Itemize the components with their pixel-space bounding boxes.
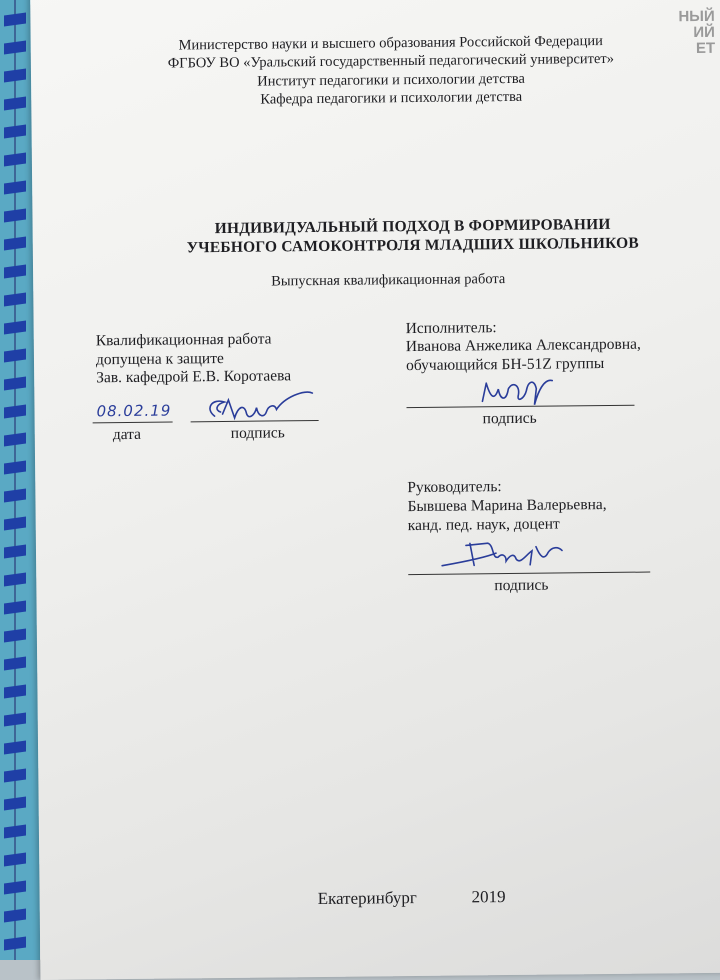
corner-bleed-text (678, 9, 715, 57)
supervisor-signature (436, 534, 566, 575)
binding-ring (4, 684, 26, 698)
corner-bleed-line-1: НЫЙ (678, 7, 715, 26)
corner-bleed-line-3: ЕТ (695, 39, 716, 58)
corner-bleed-line-2: ИЙ (693, 23, 715, 42)
binding-ring (4, 880, 26, 894)
supervisor-signature-label: подпись (494, 576, 549, 595)
supervisor-degree: канд. пед. наук, доцент (407, 515, 560, 535)
binding-ring (4, 320, 26, 334)
binding-ring (4, 348, 26, 362)
binding-ring (4, 516, 26, 530)
executor-signature-label: подпись (482, 409, 537, 428)
binding-ring (4, 376, 26, 390)
admission-line-2: допущена к защите (95, 349, 224, 369)
binding-ring (4, 908, 26, 922)
institute-line: Институт педагогики и психологии детства (257, 70, 526, 90)
footer-year: 2019 (471, 887, 506, 907)
admission-line-1: Квалификационная работа (95, 330, 272, 350)
document-page (30, 0, 720, 980)
department-line: Кафедра педагогики и психологии детства (260, 88, 523, 108)
thesis-title-line-2: УЧЕБНОГО САМОКОНТРОЛЯ МЛАДШИХ ШКОЛЬНИКОВ (186, 234, 640, 257)
binding-ring (4, 40, 26, 54)
binding-ring (4, 292, 26, 306)
executor-group: обучающийся БН-51Z группы (405, 355, 605, 375)
binding-ring (4, 656, 26, 670)
handwritten-date: 08.02.19 (96, 401, 172, 421)
admission-signature-label: подпись (230, 424, 285, 442)
binding-ring (4, 740, 26, 754)
binding-ring (4, 236, 26, 250)
binding-ring (4, 488, 26, 502)
binding-ring (4, 544, 26, 558)
binding-ring (4, 768, 26, 782)
ministry-line: Министерство науки и высшего образования Российской Федерации (178, 33, 603, 54)
supervisor-label: Руководитель: (407, 478, 502, 497)
binding-ring (4, 152, 26, 166)
binding-ring (4, 796, 26, 810)
binding-ring (4, 824, 26, 838)
binding-ring (4, 712, 26, 726)
date-line (93, 422, 173, 424)
work-type: Выпускная квалификационная работа (271, 271, 506, 290)
binding-ring (4, 936, 26, 950)
binding-ring (4, 600, 26, 614)
date-label: дата (112, 425, 142, 444)
supervisor-name: Бывшева Марина Валерьевна, (407, 495, 607, 516)
binding-ring (4, 852, 26, 866)
binding-ring (4, 404, 26, 418)
binding-ring (4, 180, 26, 194)
binding-ring (4, 124, 26, 138)
thesis-title-line-1: ИНДИВИДУАЛЬНЫЙ ПОДХОД В ФОРМИРОВАНИИ (214, 215, 611, 238)
binding-ring (4, 628, 26, 642)
binding-edge (14, 0, 16, 960)
binding-ring (4, 264, 26, 278)
binding-ring (4, 68, 26, 82)
binding-ring (4, 12, 26, 26)
executor-label: Исполнитель: (405, 319, 497, 338)
binding-ring (4, 96, 26, 110)
university-line: ФГБОУ ВО «Уральский государственный педагогический университет» (167, 50, 615, 72)
binding-ring (4, 208, 26, 222)
footer-city: Екатеринбург (317, 888, 417, 909)
head-of-department: Зав. кафедрой Е.В. Коротаева (96, 367, 292, 387)
spiral-binding (0, 0, 34, 960)
binding-ring (4, 460, 26, 474)
executor-name: Иванова Анжелика Александровна, (405, 335, 641, 356)
binding-ring (4, 432, 26, 446)
binding-ring (4, 572, 26, 586)
